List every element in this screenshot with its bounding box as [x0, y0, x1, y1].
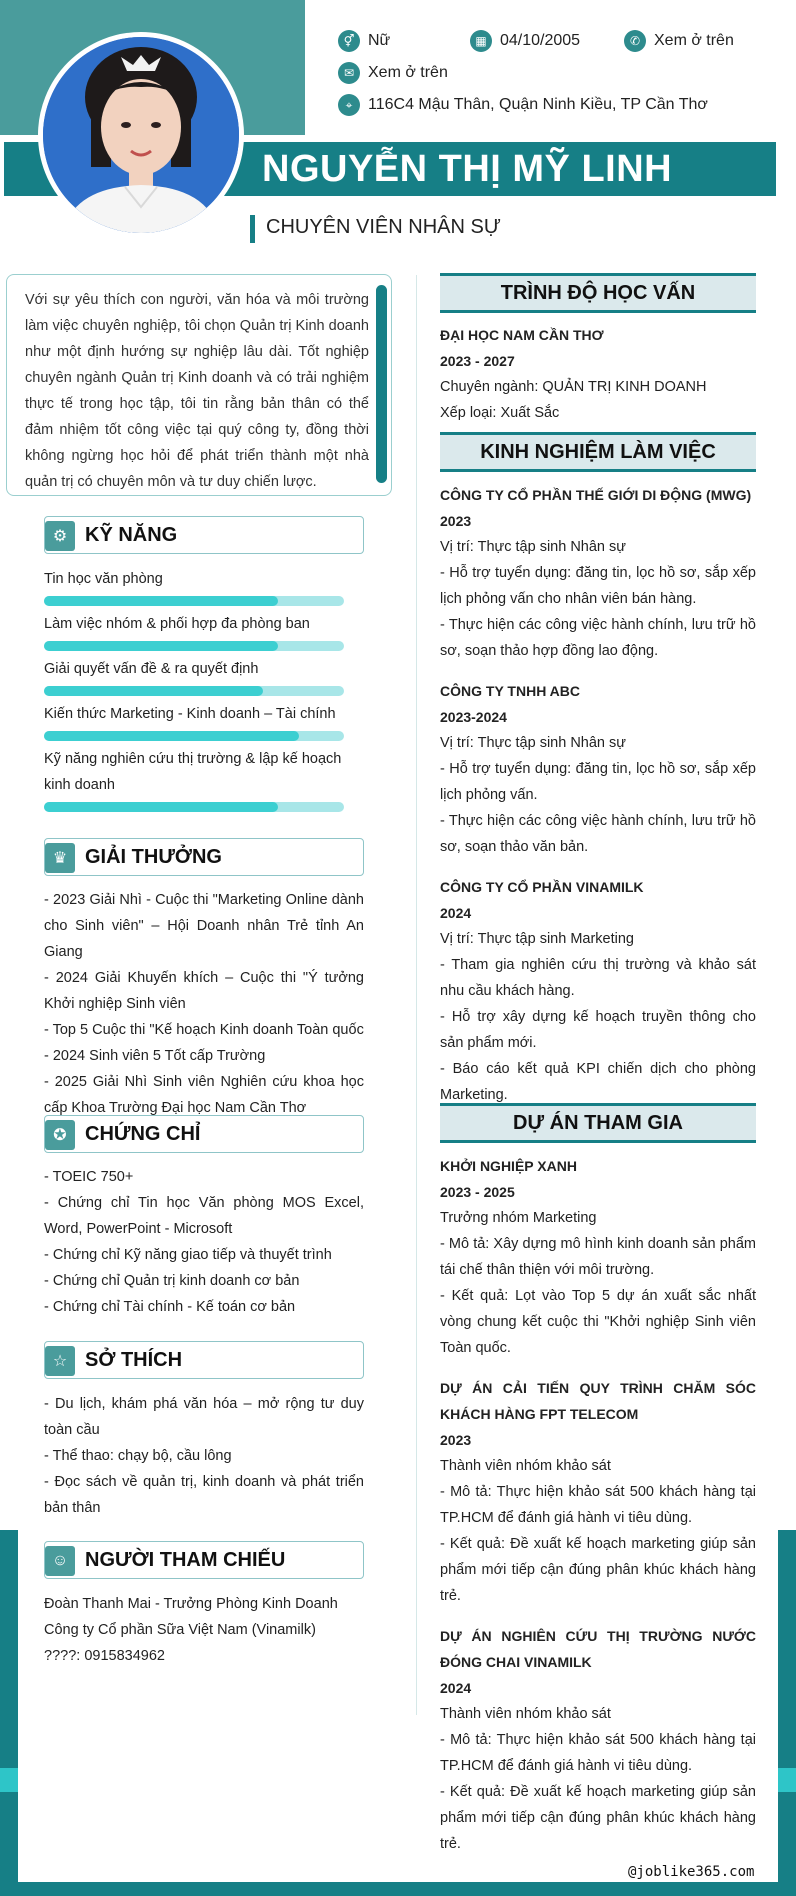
badge-icon: ✪ — [45, 1120, 75, 1150]
list-item: - Chứng chỉ Quản trị kinh doanh cơ bản — [44, 1273, 300, 1289]
experience-block — [440, 482, 756, 1108]
projects-block — [440, 1153, 756, 1857]
education-rank: Xếp loại: Xuất Sắc — [440, 405, 560, 421]
job-task: - Tham gia nghiên cứu thị trường và khảo sát nhu cầu khách hàng. — [440, 957, 756, 999]
list-item: - Chứng chỉ Tin học Văn phòng MOS Excel, Word, PowerPoint - Microsoft — [44, 1195, 364, 1237]
skill-label: Giải quyết vấn đề & ra quyết định — [44, 661, 259, 677]
awards-list — [44, 887, 364, 1121]
projects-title: DỰ ÁN THAM GIA — [513, 1112, 683, 1134]
education-section-header — [440, 273, 756, 313]
list-item: - 2024 Giải Khuyến khích – Cuộc thi "Ý tưởng Khởi nghiệp Sinh viên — [44, 970, 364, 1012]
skill-item — [44, 746, 344, 812]
list-item: - Chứng chỉ Kỹ năng giao tiếp và thuyết trình — [44, 1247, 332, 1263]
awards-title: GIẢI THƯỞNG — [85, 846, 222, 868]
candidate-name: NGUYỄN THỊ MỸ LINH — [262, 148, 673, 190]
certificates-section-header — [44, 1115, 364, 1153]
list-item: - 2024 Sinh viên 5 Tốt cấp Trường — [44, 1048, 266, 1064]
job-entry — [440, 678, 756, 860]
company-name: CÔNG TY TNHH ABC — [440, 683, 580, 699]
job-period: 2023-2024 — [440, 709, 507, 725]
job-position: Vị trí: Thực tập sinh Nhân sự — [440, 735, 626, 751]
email-text: Xem ở trên — [368, 64, 448, 81]
summary-box — [6, 274, 392, 496]
birthdate-text: 04/10/2005 — [500, 32, 581, 49]
hobbies-list — [44, 1391, 364, 1521]
hobbies-title: SỞ THÍCH — [85, 1349, 183, 1371]
project-detail: - Kết quả: Lọt vào Top 5 dự án xuất sắc nhất vòng chung kết cuộc thi "Khởi nghiệp Sinh viên Toàn quốc. — [440, 1288, 756, 1356]
skills-section-header — [44, 516, 364, 554]
list-item: - Top 5 Cuộc thi "Kế hoạch Kinh doanh Toàn quốc — [44, 1022, 364, 1038]
skill-bar — [44, 686, 344, 696]
calendar-icon: ▦ — [470, 30, 492, 52]
skill-label: Tin học văn phòng — [44, 571, 163, 587]
projects-section-header — [440, 1103, 756, 1143]
job-position: Vị trí: Thực tập sinh Nhân sự — [440, 539, 626, 555]
skill-bar — [44, 596, 344, 606]
skill-bar-fill — [44, 641, 278, 651]
project-name: DỰ ÁN CẢI TIẾN QUY TRÌNH CHĂM SÓC KHÁCH HÀNG FPT TELECOM — [440, 1380, 756, 1422]
skill-label: Làm việc nhóm & phối hợp đa phòng ban — [44, 616, 310, 632]
watermark-link[interactable]: @joblike365.com — [628, 1864, 755, 1880]
phone-text: Xem ở trên — [654, 32, 734, 49]
gear-icon: ⚙ — [45, 521, 75, 551]
job-entry — [440, 482, 756, 664]
summary-scroll-decor — [376, 285, 387, 483]
references-title: NGƯỜI THAM CHIẾU — [85, 1549, 286, 1571]
project-role: Thành viên nhóm khảo sát — [440, 1706, 611, 1722]
project-detail: - Kết quả: Đề xuất kế hoạch marketing giúp sản phẩm mới tiếp cận đúng phân khúc khách hàng trẻ. — [440, 1784, 756, 1852]
skill-label: Kỹ năng nghiên cứu thị trường & lập kế hoạch kinh doanh — [44, 751, 342, 793]
address-text: 116C4 Mậu Thân, Quận Ninh Kiều, TP Cần Thơ — [368, 96, 708, 113]
project-name: DỰ ÁN NGHIÊN CỨU THỊ TRƯỜNG NƯỚC ĐÓNG CHAI VINAMILK — [440, 1628, 756, 1670]
skill-item — [44, 701, 344, 741]
portrait-photo — [43, 37, 239, 233]
skill-bar-fill — [44, 731, 299, 741]
job-task: - Báo cáo kết quả KPI chiến dịch cho phòng Marketing. — [440, 1061, 756, 1103]
company-name: CÔNG TY CỔ PHẦN VINAMILK — [440, 879, 644, 895]
column-divider — [416, 275, 417, 1715]
project-period: 2023 - 2025 — [440, 1184, 515, 1200]
skill-bar-fill — [44, 686, 263, 696]
summary-text: Với sự yêu thích con người, văn hóa và môi trường làm việc chuyên nghiệp, tôi chọn Quản trị Kinh doanh như một định hướng sự nghiệp lâu dài. Tốt nghiệp chuyên ngành Quản trị Kinh doanh và có trải nghiệm thực tế trong học tập, tôi tin rằng bản thân có thể đảm nhiệm tốt công việc tại quý công ty, đồng thời không ngừng học hỏi để phát triển thành một nhà quản trị có chuyên môn và tư duy chiến lược. — [25, 292, 369, 490]
references-section-header — [44, 1541, 364, 1579]
project-role: Thành viên nhóm khảo sát — [440, 1458, 611, 1474]
project-entry — [440, 1623, 756, 1857]
skill-item — [44, 656, 344, 696]
certificates-title: CHỨNG CHỈ — [85, 1123, 201, 1145]
skill-item — [44, 566, 344, 606]
skill-bar — [44, 802, 344, 812]
list-item: - Đọc sách về quản trị, kinh doanh và phát triển bản thân — [44, 1474, 364, 1516]
project-entry — [440, 1153, 756, 1361]
experience-section-header — [440, 432, 756, 472]
contact-address — [338, 94, 708, 116]
job-task: - Hỗ trợ tuyển dụng: đăng tin, lọc hồ sơ, sắp xếp lịch phỏng vấn cho nhân viên bán hàng. — [440, 565, 756, 607]
contact-phone — [624, 30, 734, 52]
avatar — [38, 32, 244, 238]
job-position: Vị trí: Thực tập sinh Marketing — [440, 931, 634, 947]
list-item: - 2025 Giải Nhì Sinh viên Nghiên cứu khoa học cấp Khoa Trường Đại học Nam Cần Thơ — [44, 1074, 364, 1116]
people-icon: ☺ — [45, 1546, 75, 1576]
project-role: Trưởng nhóm Marketing — [440, 1210, 597, 1226]
title-accent-bar — [250, 215, 255, 243]
list-item: Công ty Cổ phần Sữa Việt Nam (Vinamilk) — [44, 1622, 316, 1638]
education-period: 2023 - 2027 — [440, 353, 515, 369]
skill-bar-fill — [44, 596, 278, 606]
skills-title: KỸ NĂNG — [85, 524, 178, 546]
project-period: 2023 — [440, 1432, 472, 1448]
skill-item — [44, 611, 344, 651]
location-pin-icon: ⌖ — [338, 94, 360, 116]
skill-bar-fill — [44, 802, 278, 812]
project-detail: - Kết quả: Đề xuất kế hoạch marketing giúp sản phẩm mới tiếp cận đúng phân khúc khách hàng trẻ. — [440, 1536, 756, 1604]
awards-section-header — [44, 838, 364, 876]
education-block — [440, 322, 756, 426]
list-item: - 2023 Giải Nhì - Cuộc thi "Marketing Online dành cho Sinh viên" – Hội Doanh nhân Trẻ tỉnh An Giang — [44, 892, 364, 960]
job-task: - Thực hiện các công việc hành chính, lưu trữ hồ sơ, soạn thảo hợp đồng lao động. — [440, 617, 756, 659]
project-detail: - Mô tả: Xây dựng mô hình kinh doanh sản phẩm tái chế thân thiện với môi trường. — [440, 1236, 756, 1278]
list-item: - Chứng chỉ Tài chính - Kế toán cơ bản — [44, 1299, 296, 1315]
education-major: Chuyên ngành: QUẢN TRỊ KINH DOANH — [440, 379, 707, 395]
list-item: - TOEIC 750+ — [44, 1169, 134, 1185]
skill-bar — [44, 641, 344, 651]
contact-gender — [338, 30, 390, 52]
list-item: ????: 0915834962 — [44, 1648, 165, 1664]
list-item: - Du lịch, khám phá văn hóa – mở rộng tư duy toàn cầu — [44, 1396, 364, 1438]
job-period: 2024 — [440, 905, 472, 921]
trophy-icon: ♛ — [45, 843, 75, 873]
project-period: 2024 — [440, 1680, 472, 1696]
skill-label: Kiến thức Marketing - Kinh doanh – Tài chính — [44, 706, 336, 722]
references-list — [44, 1591, 364, 1669]
project-detail: - Mô tả: Thực hiện khảo sát 500 khách hàng tại TP.HCM để đánh giá hành vi tiêu dùng. — [440, 1732, 756, 1774]
skill-bar — [44, 731, 344, 741]
email-icon: ✉ — [338, 62, 360, 84]
company-name: CÔNG TY CỔ PHẦN THẾ GIỚI DI ĐỘNG (MWG) — [440, 487, 752, 503]
job-task: - Hỗ trợ tuyển dụng: đăng tin, lọc hồ sơ, sắp xếp lịch phỏng vấn. — [440, 761, 756, 803]
job-task: - Thực hiện các công việc hành chính, lưu trữ hồ sơ, soạn thảo văn bản. — [440, 813, 756, 855]
gender-icon: ⚥ — [338, 30, 360, 52]
contact-birthdate — [470, 30, 580, 52]
job-period: 2023 — [440, 513, 472, 529]
experience-title: KINH NGHIỆM LÀM VIỆC — [480, 441, 716, 463]
education-title: TRÌNH ĐỘ HỌC VẤN — [500, 282, 696, 304]
certificates-list — [44, 1164, 364, 1320]
project-name: KHỞI NGHIỆP XANH — [440, 1158, 577, 1174]
project-detail: - Mô tả: Thực hiện khảo sát 500 khách hàng tại TP.HCM để đánh giá hành vi tiêu dùng. — [440, 1484, 756, 1526]
contact-email — [338, 62, 448, 84]
star-icon: ☆ — [45, 1346, 75, 1376]
gender-text: Nữ — [368, 32, 391, 49]
job-entry — [440, 874, 756, 1108]
list-item: Đoàn Thanh Mai - Trưởng Phòng Kinh Doanh — [44, 1596, 338, 1612]
hobbies-section-header — [44, 1341, 364, 1379]
school-name: ĐẠI HỌC NAM CẦN THƠ — [440, 327, 604, 343]
job-task: - Hỗ trợ xây dựng kế hoạch truyền thông cho sản phẩm mới. — [440, 1009, 756, 1051]
list-item: - Thể thao: chạy bộ, cầu lông — [44, 1448, 232, 1464]
project-entry — [440, 1375, 756, 1609]
job-title: CHUYÊN VIÊN NHÂN SỰ — [266, 216, 501, 238]
phone-icon: ✆ — [624, 30, 646, 52]
